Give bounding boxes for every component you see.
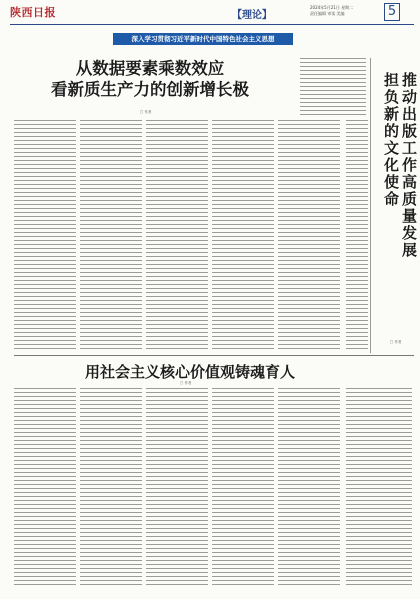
sidebar-divider xyxy=(370,58,371,353)
column-banner: 深入学习贯彻习近平新时代中国特色社会主义思想 xyxy=(113,33,293,45)
page-number: 5 xyxy=(384,3,400,21)
article1-body-col5 xyxy=(278,120,340,350)
article1-body-col3 xyxy=(146,120,208,350)
article2-body-col4 xyxy=(212,388,274,588)
masthead xyxy=(10,2,414,24)
article2-body-col3 xyxy=(146,388,208,588)
article1-headline-line2: 看新质生产力的创新增长极 xyxy=(51,80,249,99)
article2-body-col5 xyxy=(278,388,340,588)
sidebar-title-col2: 推动出版工作高质量发展 xyxy=(402,71,418,259)
issue-meta xyxy=(310,5,353,17)
issue-meta-line1: 2024年5月21日 星期二 xyxy=(310,5,354,10)
section-label: 【理论】 xyxy=(232,10,272,21)
newspaper-logo: 陕西日报 xyxy=(10,6,56,19)
masthead-rule xyxy=(10,24,414,25)
article1-byline: □ 作者 xyxy=(140,110,152,114)
article1-body-col4 xyxy=(212,120,274,350)
sidebar-title-col1: 担负新的文化使命 xyxy=(384,71,400,208)
sidebar-body xyxy=(346,120,368,350)
article1-headline-line1: 从数据要素乘数效应 xyxy=(75,59,225,78)
article1-body-col2 xyxy=(80,120,142,350)
article1-body-col1 xyxy=(14,120,76,350)
article2-body-col1 xyxy=(14,388,76,588)
section-separator xyxy=(14,355,414,356)
article2-body-col2 xyxy=(80,388,142,588)
article1-headline xyxy=(20,58,280,100)
article1-body-top-right xyxy=(300,58,366,116)
issue-meta-line2: 责任编辑 审读 美编 xyxy=(310,11,345,16)
sidebar-byline: □ 作者 xyxy=(390,340,402,344)
article2-headline: 用社会主义核心价值观铸魂育人 xyxy=(84,363,295,381)
article2-byline: □ 作者 xyxy=(180,381,192,385)
article2-body-col6 xyxy=(346,388,412,588)
